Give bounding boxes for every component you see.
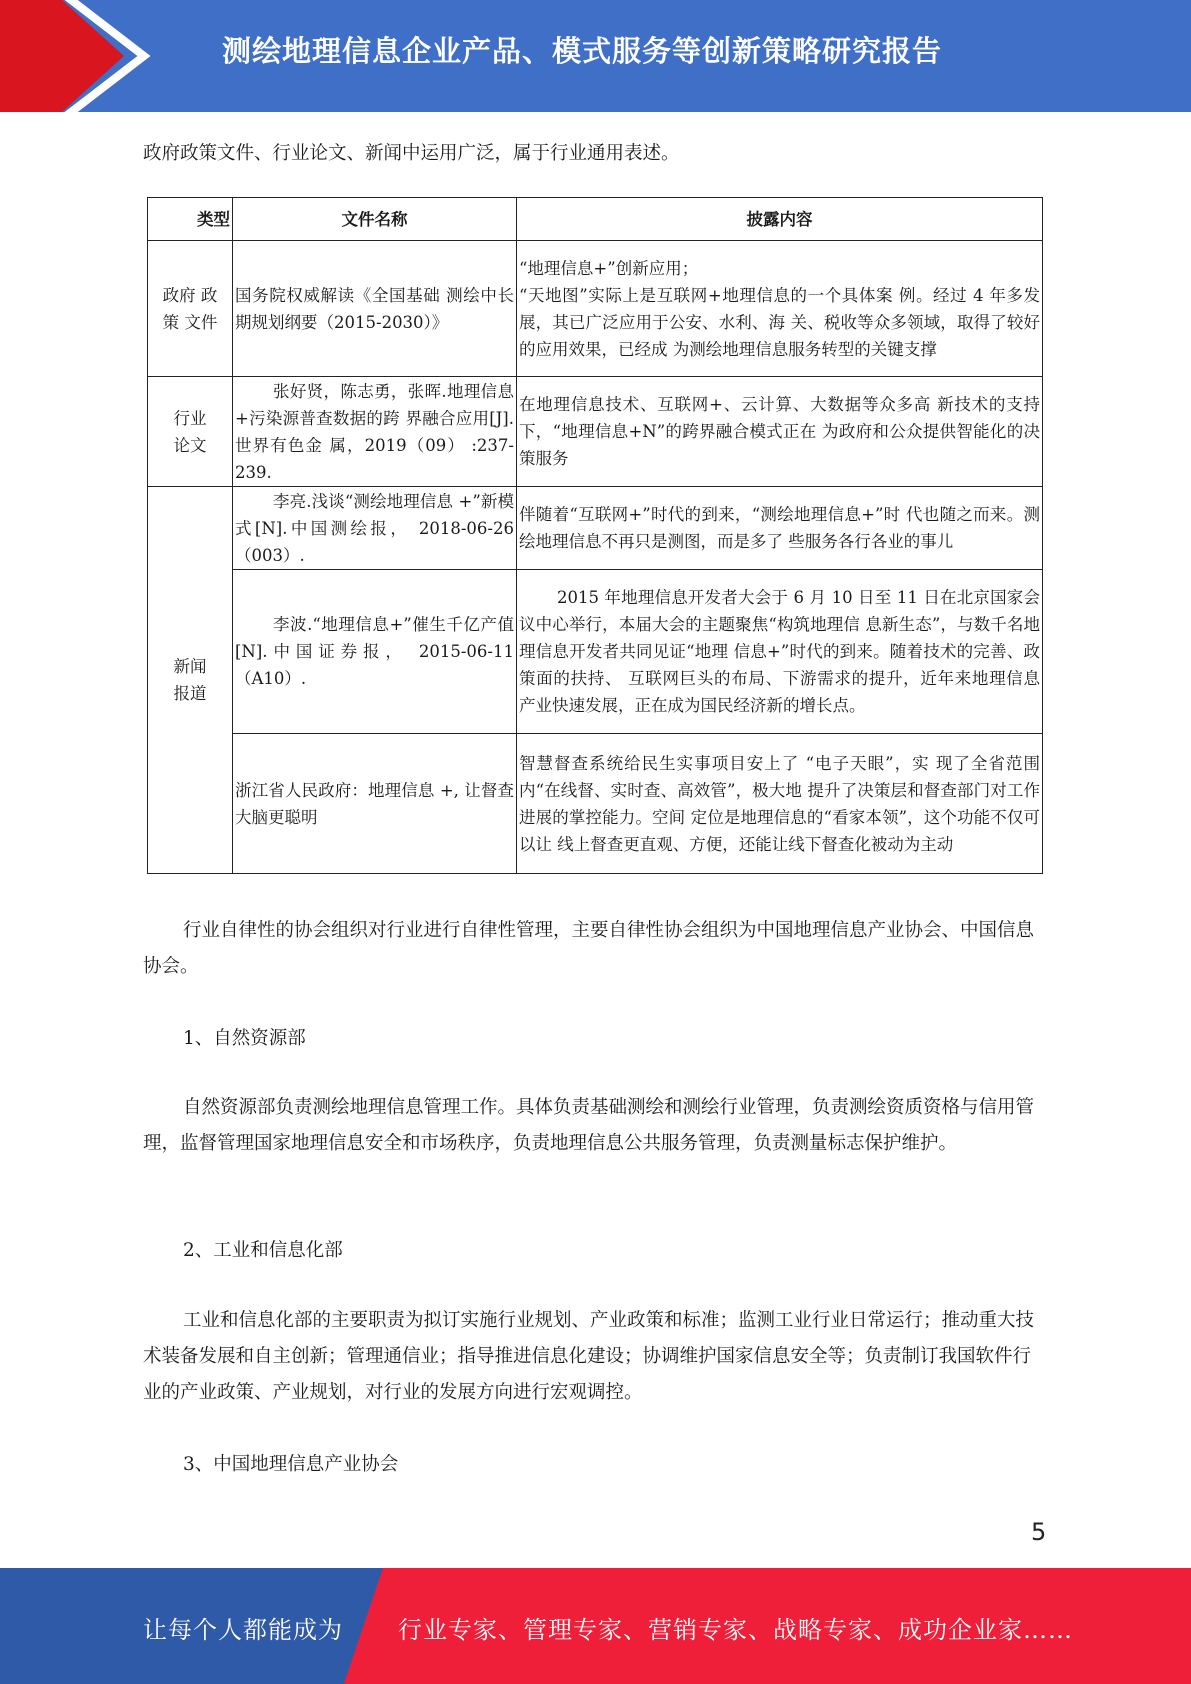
table-header-row: [148, 198, 1043, 241]
content-cell: [517, 241, 1043, 377]
intro-text: 政府政策文件、行业论文、新闻中运用广泛，属于行业通用表述。: [143, 143, 680, 164]
ministry-paragraph: 自然资源部负责测绘地理信息管理工作。具体负责基础测绘和测绘行业管理，负责测绘资质资格与信用管理，监督管理国家地理信息安全和市场秩序，负责地理信息公共服务管理，负责测量标志保护维护。: [143, 1097, 1035, 1154]
content-cell: 2015 年地理信息开发者大会于 6 月 10 日至 11 日在北京国家会议中心举行，本届大会的主题聚焦“构筑地理信 息新生态”，与数千名地理信息开发者共同见证“地理 信息+”时代的到来。随着技术的完善、政策面的扶持、 互联网巨头的布局、下游需求的提升，近年来地理信息 产业快速发展，正在成为国民经济新的增长点。: [517, 570, 1043, 734]
content-line: “天地图”实际上是互联网+地理信息的一个具体案 例。经过 4 年多发展，其已广泛应用于公安、水利、海 关、税收等众多领域，取得了较好的应用效果，已经成 为测绘地理信息服务转型的关键支撑: [519, 285, 1040, 359]
association-paragraph: 行业自律性的协会组织对行业进行自律性管理，主要自律性协会组织为中国地理信息产业协会、中国信息协会。: [143, 920, 1035, 977]
footer-slogan-left: 让每个人都能成为: [143, 1616, 343, 1644]
type-line: 新闻: [173, 657, 207, 676]
type-line: 策 文件: [162, 312, 218, 332]
footer-slogan-right: 行业专家、管理专家、营销专家、战略专家、成功企业家……: [398, 1616, 1073, 1644]
table-row: [148, 570, 1043, 734]
content-cell: 智慧督查系统给民生实事项目安上了 “电子天眼”，实 现了全省范围内“在线督、实时查、高效管”，极大地 提升了决策层和督查部门对工作进展的掌控能力。空间 定位是地理信息的“看家本领”，这个功能不仅可以让 线上督查更直观、方便，还能让线下督查化被动为主动: [517, 734, 1043, 874]
document-name-cell: 浙江省人民政府：地理信息 +, 让督查大脑更聪明: [233, 734, 517, 874]
page-number: 5: [1031, 1518, 1047, 1546]
table-row: [148, 487, 1043, 570]
type-line: 政府 政: [162, 285, 218, 305]
table-row: [148, 734, 1043, 874]
section-heading-1: 1、自然资源部: [183, 1028, 306, 1049]
document-name-cell: 国务院权威解读《全国基础 测绘中长期规划纲要（2015-2030）》: [233, 241, 517, 377]
header-name: 文件名称: [233, 198, 517, 241]
header-type: 类型: [148, 198, 233, 241]
footer-banner: [0, 1568, 1191, 1684]
type-cell: [148, 377, 233, 487]
content-cell: 在地理信息技术、互联网+、云计算、大数据等众多高 新技术的支持下，“地理信息+N”的跨界融合模式正在 为政府和公众提供智能化的决策服务: [517, 377, 1043, 487]
content-cell: 伴随着“互联网+”时代的到来，“测绘地理信息+”时 代也随之而来。测绘地理信息不再只是测图，而是多了 些服务各行各业的事儿: [517, 487, 1043, 570]
type-line: 报道: [173, 684, 207, 703]
type-line: 行业: [173, 408, 207, 428]
header-banner: [0, 0, 1191, 112]
disclosure-table: [147, 197, 1043, 874]
document-name-cell: 李亮.浅谈“测绘地理信息 +”新模式[N].中国测绘报， 2018-06-26 （003）.: [233, 487, 517, 570]
section-heading-2: 2、工业和信息化部: [183, 1240, 343, 1261]
section-heading-3: 3、中国地理信息产业协会: [183, 1454, 399, 1475]
table-row: [148, 241, 1043, 377]
header-content: 披露内容: [517, 198, 1043, 241]
type-cell: [148, 487, 233, 874]
document-name-cell: 李波.“地理信息+”催生千亿产值[N].中国证券报， 2015-06-11（A10）.: [233, 570, 517, 734]
report-title: 测绘地理信息企业产品、模式服务等创新策略研究报告: [222, 34, 943, 68]
document-name-cell: 张好贤，陈志勇，张晖.地理信息+污染源普查数据的跨 界融合应用[J].世界有色金 属，2019（09） :237-239.: [233, 377, 517, 487]
table-row: [148, 377, 1043, 487]
type-line: 论文: [173, 435, 207, 455]
miit-paragraph: 工业和信息化部的主要职责为拟订实施行业规划、产业政策和标准；监测工业行业日常运行；推动重大技术装备发展和自主创新；管理通信业；指导推进信息化建设；协调维护国家信息安全等；负责制订我国软件行业的产业政策、产业规划，对行业的发展方向进行宏观调控。: [143, 1310, 1035, 1403]
content-line: “地理信息+”创新应用；: [519, 258, 699, 278]
type-cell: [148, 241, 233, 377]
